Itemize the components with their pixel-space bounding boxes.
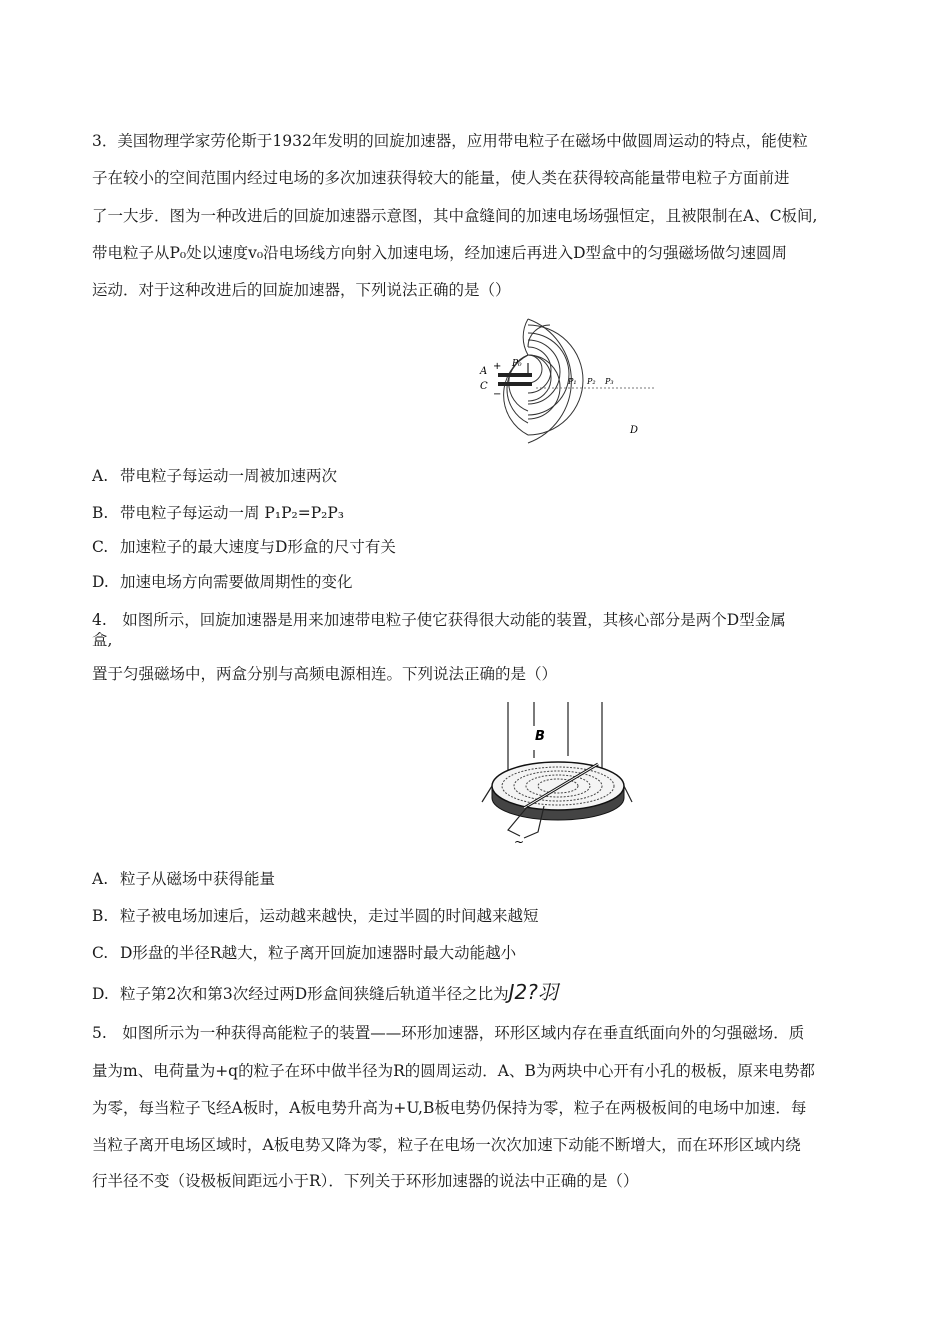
q3-option-a[interactable] <box>92 466 337 486</box>
option-text: 加速电场方向需要做周期性的变化 <box>120 573 353 591</box>
q3-line-5: 运动．对于这种改进后的回旋加速器，下列说法正确的是（） <box>92 281 511 299</box>
q3-line-2: 子在较小的空间范围内经过电场的多次加速获得较大的能量，使人类在获得较高能量带电粒子方面前进 <box>92 169 790 187</box>
q3-line-4: 带电粒子从P₀处以速度v₀沿电场线方向射入加速电场，经加速后再进入D型盒中的匀强磁场做匀速圆周 <box>92 244 788 262</box>
ac-source-symbol: ~ <box>514 835 525 848</box>
option-label: A. <box>92 467 109 485</box>
q5-line-1: 5. 如图所示为一种获得高能粒子的装置——环形加速器，环形区域内存在垂直纸面向外的匀强磁场．质 <box>92 1024 805 1042</box>
q5-line-4: 当粒子离开电场区域时，A板电势又降为零，粒子在电场一次次加速下动能不断增大，而在环形区域内绕 <box>92 1136 801 1154</box>
option-text: 加速粒子的最大速度与D形盒的尺寸有关 <box>120 538 396 556</box>
option-text: 带电粒子每运动一周被加速两次 <box>120 467 338 485</box>
q3-option-d[interactable] <box>92 572 353 592</box>
p0-label: P₀ <box>512 359 522 369</box>
cyclotron-diagram-figure <box>470 315 660 445</box>
plate-c-label: C <box>480 381 488 392</box>
p1-label: P₁ <box>568 377 577 386</box>
q4-option-d[interactable] <box>92 982 558 1004</box>
option-label: C. <box>92 944 109 962</box>
option-label: B. <box>92 907 109 925</box>
option-text: 粒子被电场加速后，运动越来越快，走过半圆的时间越来越短 <box>120 907 539 925</box>
d-box-cyclotron-figure <box>480 698 640 848</box>
q4-line-2: 盒, <box>92 631 113 649</box>
option-text: D形盘的半径R越大，粒子离开回旋加速器时最大动能越小 <box>120 944 517 962</box>
q5-line-2: 量为m、电荷量为+q的粒子在环中做半径为R的圆周运动．A、B为两块中心开有小孔的极板，原来电势都 <box>92 1062 815 1080</box>
option-label: A. <box>92 870 109 888</box>
q3-line-1: 3．美国物理学家劳伦斯于1932年发明的回旋加速器，应用带电粒子在磁场中做圆周运动的特点，能使粒 <box>92 132 808 150</box>
option-text: 带电粒子每运动一周 P₁P₂=P₂P₃ <box>120 504 344 522</box>
q4-option-a[interactable] <box>92 869 275 889</box>
q4-option-c[interactable] <box>92 943 516 963</box>
minus-sign: − <box>493 389 502 400</box>
q4-option-b[interactable] <box>92 906 539 926</box>
q5-line-3: 为零，每当粒子飞经A板时，A板电势升高为+U,B板电势仍保持为零，粒子在两极板间的电场中加速．每 <box>92 1099 807 1117</box>
q3-option-c[interactable] <box>92 537 396 557</box>
option-text: 粒子第2次和第3次经过两D形盒间狭缝后轨道半径之比为 <box>120 985 509 1003</box>
q4-line-1: 4. 如图所示，回旋加速器是用来加速带电粒子使它获得很大动能的装置，其核心部分是两个D型金属 <box>92 611 786 629</box>
q5-line-5: 行半径不变（设极板间距远小于R）．下列关于环形加速器的说法中正确的是（） <box>92 1172 639 1190</box>
option-label: D. <box>92 985 109 1003</box>
option-label: B. <box>92 504 109 522</box>
plate-a-label: A <box>480 366 488 377</box>
option-label: C. <box>92 538 109 556</box>
option-text: 粒子从磁场中获得能量 <box>120 870 276 888</box>
q3-option-b[interactable] <box>92 503 344 523</box>
p2-label: P₂ <box>587 377 596 386</box>
option-label: D. <box>92 573 109 591</box>
handwritten-ratio: J2?羽 <box>508 980 558 1004</box>
p3-label: P₃ <box>605 377 614 386</box>
field-b-label: B <box>535 729 545 744</box>
q3-line-3: 了一大步．图为一种改进后的回旋加速器示意图，其中盒缝间的加速电场场强恒定，且被限制在A、C板间, <box>92 207 818 225</box>
plus-sign: + <box>493 361 502 372</box>
d-box-label: D <box>630 425 639 436</box>
q4-line-3: 置于匀强磁场中，两盒分别与高频电源相连。下列说法正确的是（） <box>92 665 558 683</box>
